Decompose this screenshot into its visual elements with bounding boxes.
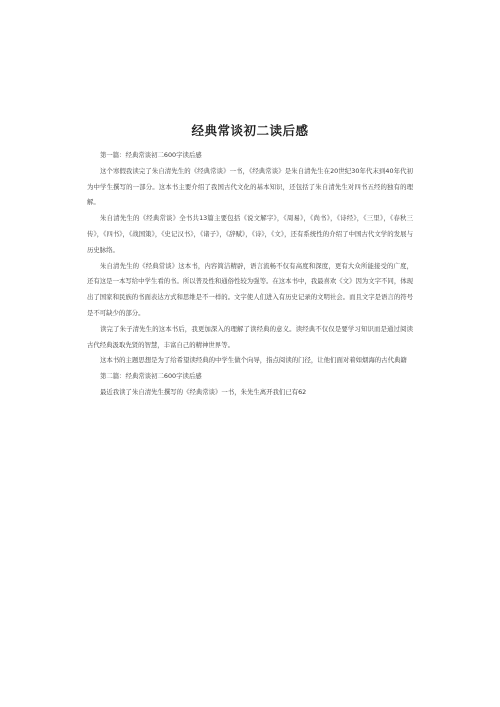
- paragraph: 这个寒假我读完了朱自清先生的《经典常谈》一书，《经典常谈》是朱自清先生在20世纪30年代末到40年代初为中学生撰写的一部分。这本书主要介绍了我国古代文化的基本知识，还包括了朱自清先生对四书五经的独有的理解。: [87, 166, 413, 207]
- paragraph: 朱自清先生的《经典常谈》这本书，内容简洁精辟，语言流畅不仅有高度和深度，更有大众所能接受的广度，还有这是一本写给中学生看的书。所以普及性和通俗性较为强等。在这本书中，我最喜欢《文》因为文字不同，体现出了国家和民族的书面表达方式和思维是不一样的。文字使人们进入有历史记录的文明社会。而且文字是语言的符号是不可缺少的部分。: [87, 261, 413, 317]
- document-title: 经典常谈初二读后感: [191, 123, 309, 138]
- document-body: [87, 148, 413, 401]
- section-heading-2: 第二篇：经典常谈初二600字读后感: [100, 372, 202, 381]
- section-heading-1: 第一篇：经典常谈初二600字读后感: [100, 151, 202, 159]
- paragraph: 朱自清先生的《经典常谈》全书共13篇主要包括《说文解字》，《周易》，《尚书》，《诗经》，《三里》，《春秋三传》，《四书》，《战国策》，《史记汉书》，《诸子》，《辞赋》，《诗》，《文》，还有系统性的介绍了中国古代文学的发展与历史脉络。: [87, 214, 413, 254]
- paragraph: 最近我读了朱自清先生撰写的《经典常谈》一书，朱先生离开我们已有62: [100, 387, 307, 396]
- paragraph: 这本书的主题思想是为了给希望读经典的中学生做个向导，指点阅读的门径，让他们面对着如烟海的古代典籍: [100, 356, 407, 365]
- paragraph: 读完了朱子清先生的这本书后，我更加深入的理解了读经典的意义。读经典不仅仅是要学习知识而是通过阅读古代经典汲取先贤的智慧，丰富自己的精神世界等。: [87, 324, 413, 349]
